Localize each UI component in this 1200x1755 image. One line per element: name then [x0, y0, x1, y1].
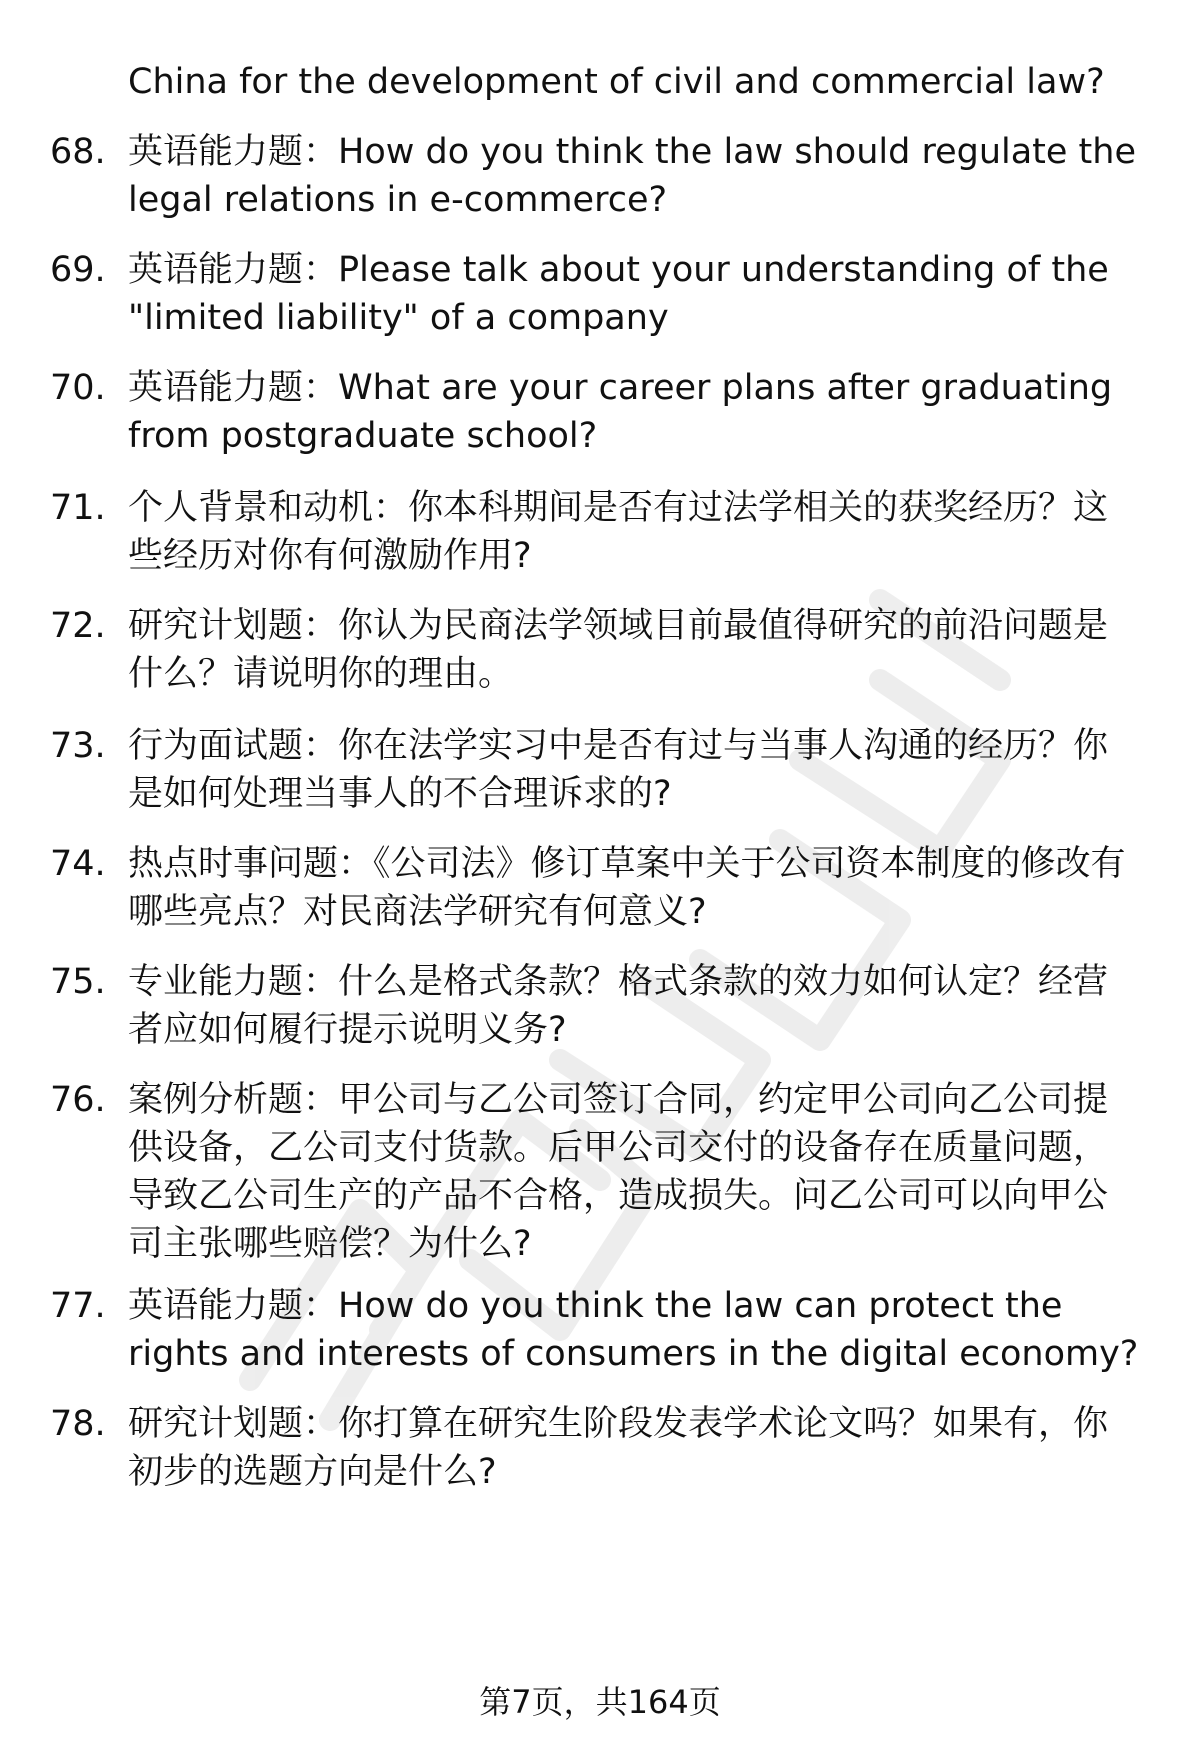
list-item — [50, 958, 1150, 1054]
list-item — [50, 128, 1150, 224]
list-item — [50, 484, 1150, 580]
item-text: 个人背景和动机：你本科期间是否有过法学相关的获奖经历？这些经历对你有何激励作用? — [128, 488, 1109, 576]
item-text: 专业能力题：什么是格式条款？格式条款的效力如何认定？经营者应如何履行提示说明义务? — [128, 962, 1109, 1050]
item-text: 研究计划题：你认为民商法学领域目前最值得研究的前沿问题是什么？请说明你的理由。 — [128, 606, 1109, 694]
item-number: 73. — [50, 726, 106, 766]
list-item — [50, 840, 1150, 936]
item-text: 英语能力题：Please talk about your understanding of the "limited liability" of a company — [128, 250, 1109, 338]
item-number: 68. — [50, 132, 106, 172]
list-item — [50, 722, 1150, 818]
item-text: 研究计划题：你打算在研究生阶段发表学术论文吗？如果有，你初步的选题方向是什么? — [128, 1404, 1109, 1492]
item-text: 英语能力题：What are your career plans after graduating from postgraduate school? — [128, 368, 1113, 456]
list-item — [50, 1400, 1150, 1496]
list-item — [50, 1282, 1150, 1378]
continuation-text: China for the development of civil and commercial law? — [128, 62, 1105, 102]
item-number: 75. — [50, 962, 106, 1002]
item-number: 78. — [50, 1404, 106, 1444]
page-footer: 第7页，共164页 — [479, 1683, 721, 1721]
item-number: 72. — [50, 606, 106, 646]
list-item — [50, 364, 1150, 460]
item-text: 英语能力题：How do you think the law should regulate the legal relations in e-commerce? — [128, 132, 1136, 220]
item-number: 69. — [50, 250, 106, 290]
list-item — [50, 1076, 1150, 1268]
item-text: 行为面试题：你在法学实习中是否有过与当事人沟通的经历？你是如何处理当事人的不合理诉求的? — [128, 726, 1109, 814]
item-number: 70. — [50, 368, 106, 408]
item-number: 77. — [50, 1286, 106, 1326]
item-text: 案例分析题：甲公司与乙公司签订合同，约定甲公司向乙公司提供设备，乙公司支付货款。后甲公司交付的设备存在质量问题，导致乙公司生产的产品不合格，造成损失。问乙公司可以向甲公司主张哪些赔偿？为什么? — [128, 1080, 1109, 1264]
item-text: 英语能力题：How do you think the law can protect the rights and interests of consumers in the digital economy? — [128, 1286, 1139, 1374]
list-item — [50, 602, 1150, 698]
item-number: 71. — [50, 488, 106, 528]
item-number: 76. — [50, 1080, 106, 1120]
item-number: 74. — [50, 844, 106, 884]
item-text: 热点时事问题：《公司法》修订草案中关于公司资本制度的修改有哪些亮点？对民商法学研究有何意义? — [128, 844, 1126, 932]
list-item — [50, 246, 1150, 342]
